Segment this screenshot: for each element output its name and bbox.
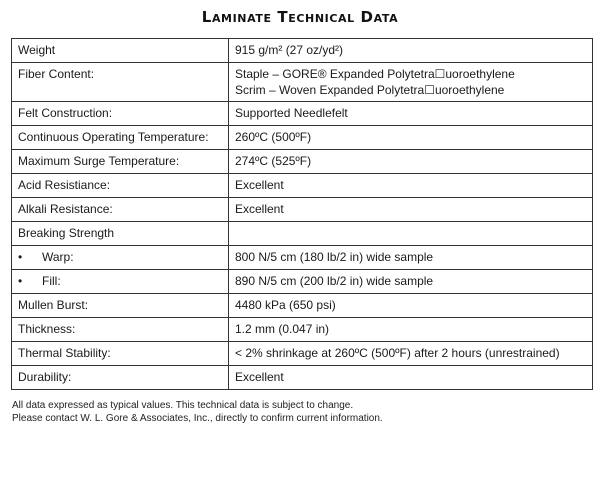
table-row-fill (12, 270, 593, 294)
row-label: Acid Resistiance: (12, 174, 229, 198)
row-label: Continuous Operating Temperature: (12, 126, 229, 150)
bullet-icon: • (18, 274, 23, 288)
table-row-fiber-content (12, 63, 593, 102)
row-value: < 2% shrinkage at 260ºC (500ºF) after 2 hours (unrestrained) (229, 342, 593, 366)
table-row-acid-resistance (12, 174, 593, 198)
row-label-text: Warp: (42, 250, 74, 264)
table-row-alkali-resistance (12, 198, 593, 222)
table-row-durability (12, 366, 593, 390)
row-value: 1.2 mm (0.047 in) (229, 318, 593, 342)
table-row-felt-construction (12, 102, 593, 126)
row-label: Fiber Content: (12, 63, 229, 102)
row-value: 890 N/5 cm (200 lb/2 in) wide sample (229, 270, 593, 294)
row-label: Maximum Surge Temperature: (12, 150, 229, 174)
row-label: Breaking Strength (12, 222, 229, 246)
row-value: Supported Needlefelt (229, 102, 593, 126)
table-row-mullen-burst (12, 294, 593, 318)
row-label-text: Fill: (42, 274, 61, 288)
row-label (12, 246, 229, 270)
footnote-line: All data expressed as typical values. This technical data is subject to change. (12, 400, 354, 411)
table-row-thickness (12, 318, 593, 342)
table-row-surge-temp (12, 150, 593, 174)
technical-data-table (11, 38, 593, 390)
row-value: 260ºC (500ºF) (229, 126, 593, 150)
row-value (229, 63, 593, 102)
row-value-line: Staple – GORE® Expanded Polytetra☐uoroethylene (235, 67, 515, 81)
table-row-breaking-strength (12, 222, 593, 246)
table-row-continuous-temp (12, 126, 593, 150)
row-value: 915 g/m² (27 oz/yd²) (229, 39, 593, 63)
table-row-weight (12, 39, 593, 63)
row-value: 274ºC (525ºF) (229, 150, 593, 174)
page-title: Laminate Technical Data (201, 8, 399, 26)
row-label: Thermal Stability: (12, 342, 229, 366)
bullet-icon: • (18, 250, 23, 264)
table-row-thermal-stability (12, 342, 593, 366)
footnote-line: Please contact W. L. Gore & Associates, Inc., directly to confirm current information. (12, 413, 383, 424)
row-label (12, 270, 229, 294)
row-label: Mullen Burst: (12, 294, 229, 318)
row-value: Excellent (229, 174, 593, 198)
row-label: Thickness: (12, 318, 229, 342)
row-value-line: Scrim – Woven Expanded Polytetra☐uoroethylene (235, 83, 505, 97)
row-value (229, 222, 593, 246)
row-label: Weight (12, 39, 229, 63)
table-row-warp (12, 246, 593, 270)
row-value: 4480 kPa (650 psi) (229, 294, 593, 318)
row-value: Excellent (229, 198, 593, 222)
row-label: Alkali Resistance: (12, 198, 229, 222)
row-label: Durability: (12, 366, 229, 390)
row-value: 800 N/5 cm (180 lb/2 in) wide sample (229, 246, 593, 270)
row-value: Excellent (229, 366, 593, 390)
row-label: Felt Construction: (12, 102, 229, 126)
footnote (12, 399, 383, 425)
